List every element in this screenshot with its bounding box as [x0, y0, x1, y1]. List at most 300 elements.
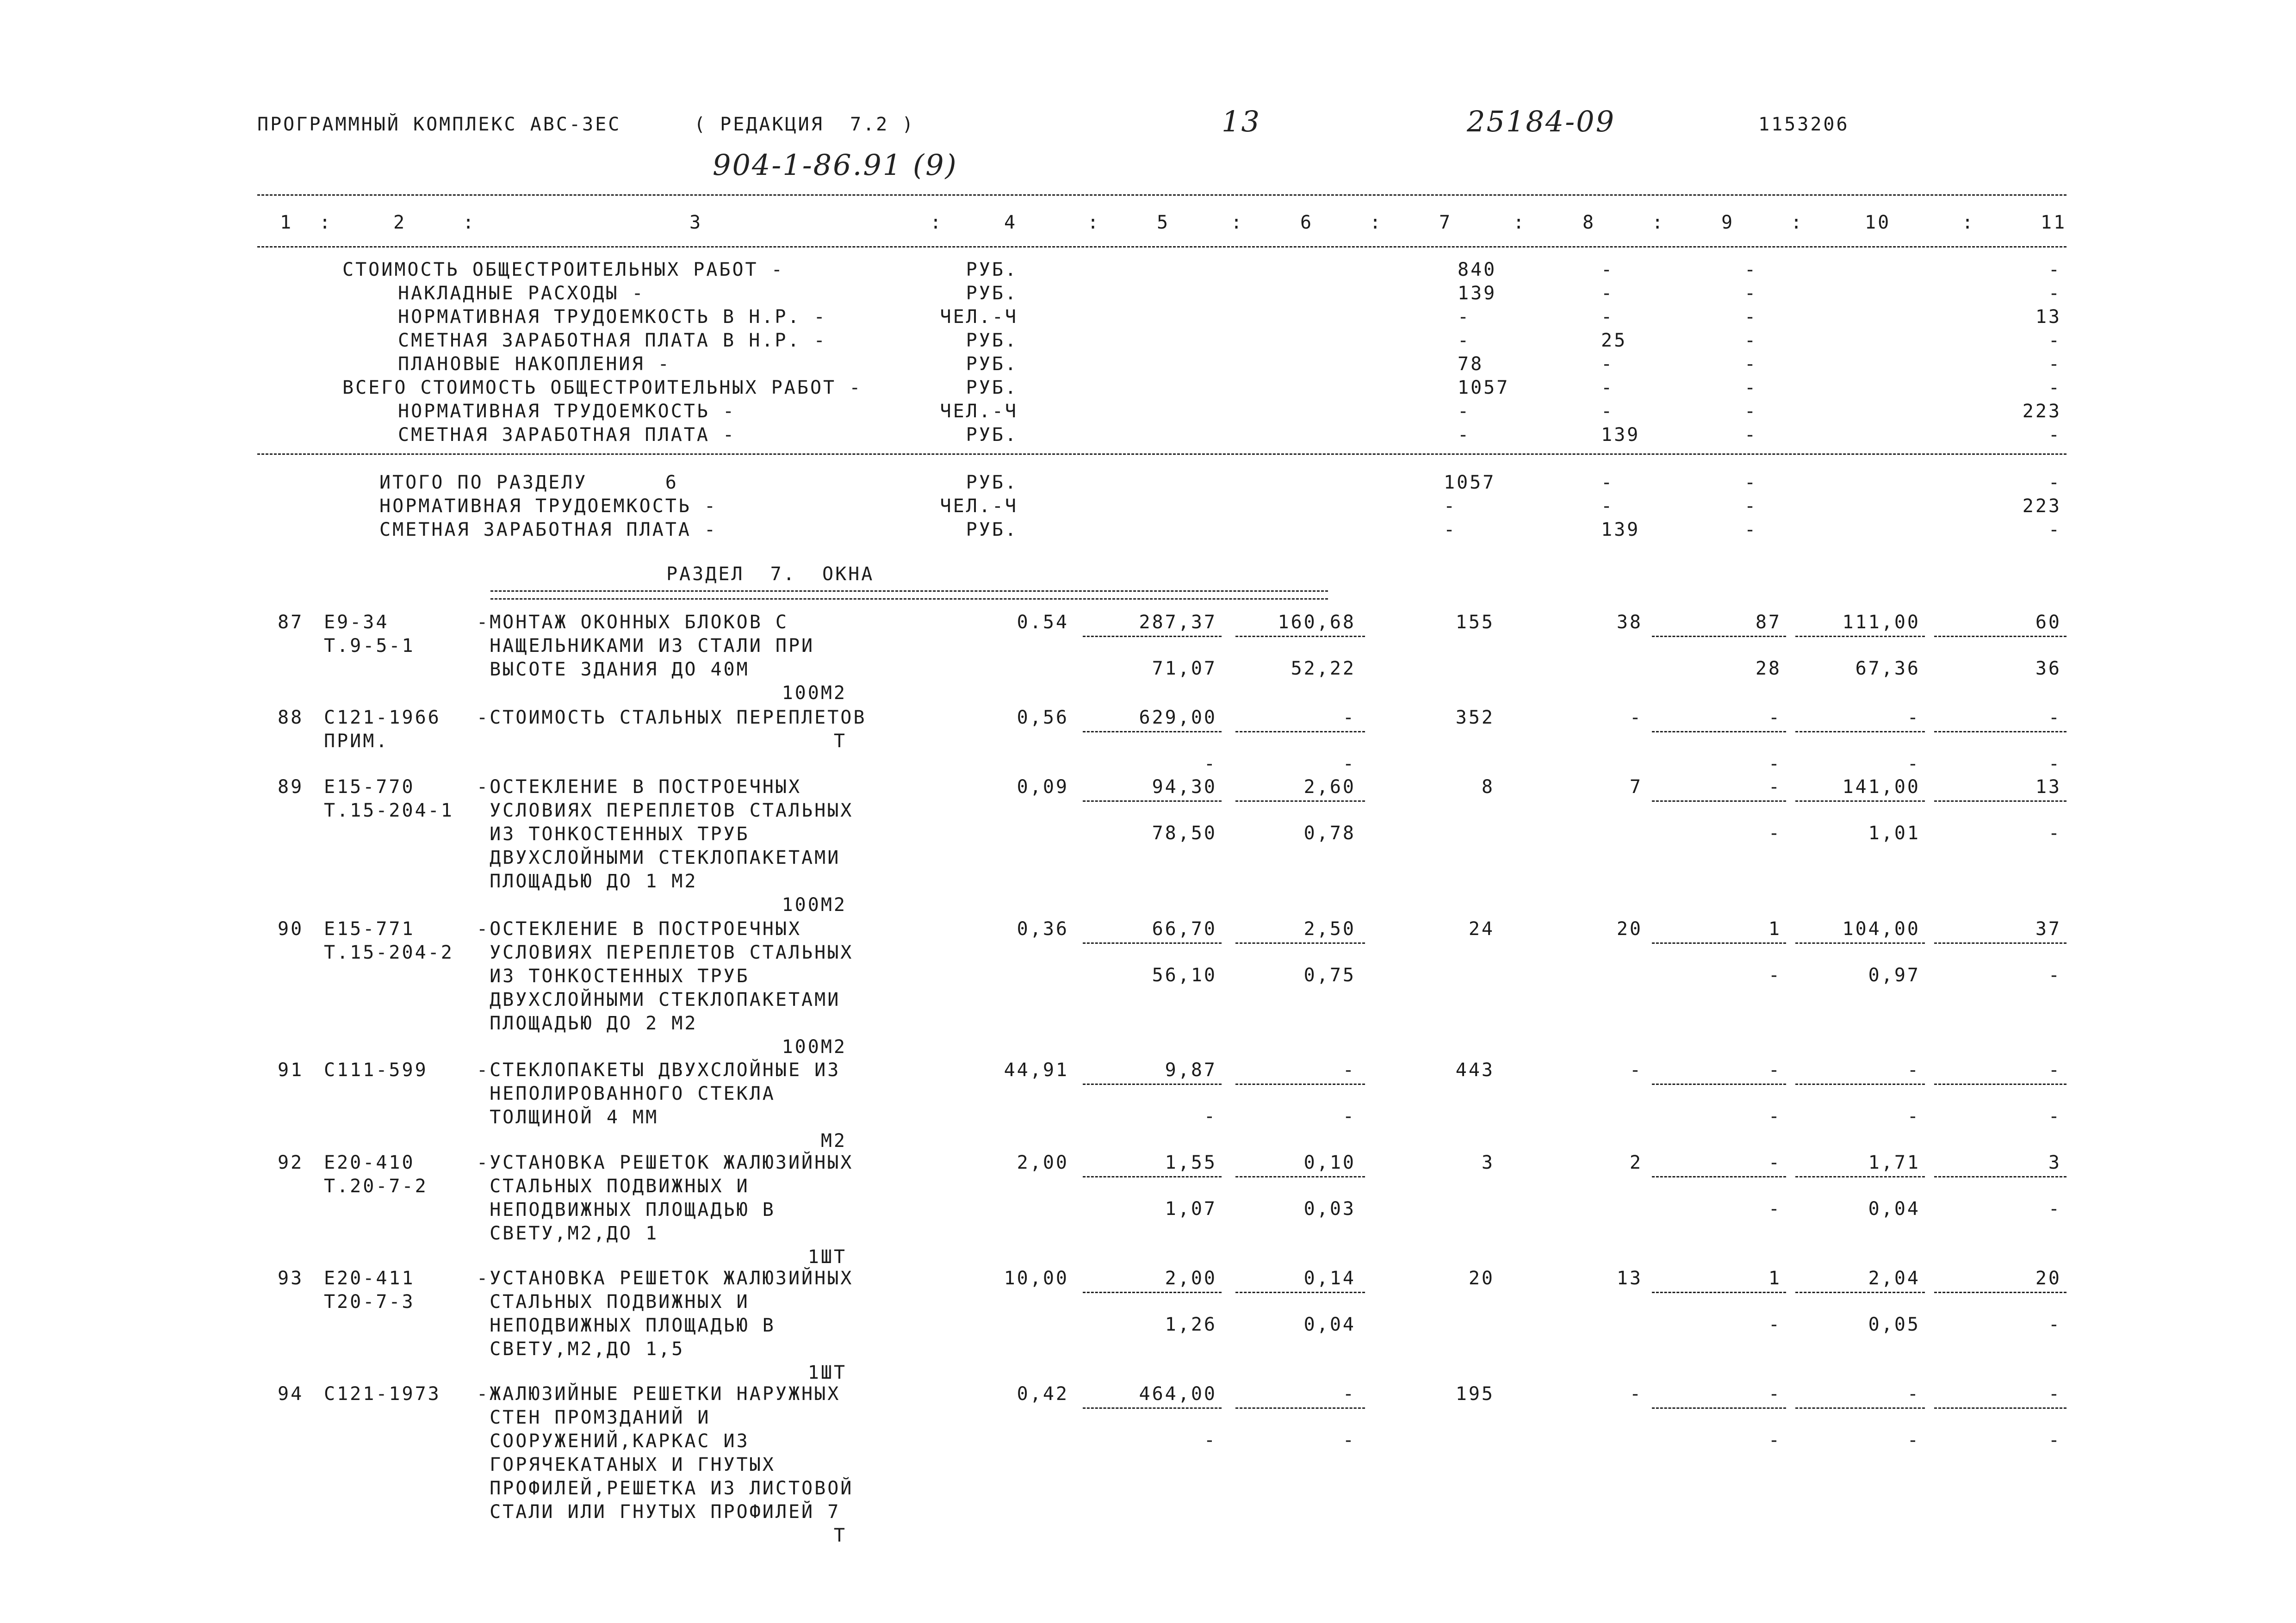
price-rule: [1083, 942, 1222, 944]
summary-unit: ЧЕЛ.-Ч: [940, 306, 1018, 328]
row-unit-price: 1,55: [1165, 1152, 1217, 1173]
totals-col8: 139: [1601, 519, 1640, 540]
row-col10: 1,71: [1868, 1152, 1920, 1173]
row-col7: 20: [1468, 1268, 1495, 1289]
row-unit: 100М2: [782, 1036, 847, 1058]
row-unit-price: 287,37: [1139, 612, 1217, 633]
summary-unit: РУБ.: [966, 283, 1018, 304]
row-col11: 20: [2035, 1268, 2061, 1289]
row-col11-lower: -: [2048, 1430, 2061, 1451]
summary-unit: РУБ.: [966, 330, 1018, 351]
row-code: Е15-771: [324, 918, 415, 940]
totals-label: НОРМАТИВНАЯ ТРУДОЕМКОСТЬ -: [379, 496, 718, 517]
price-rule: [1083, 731, 1222, 732]
summary-col11: -: [2048, 377, 2061, 398]
column-header-6: 6: [1300, 212, 1314, 233]
row-description: -УСТАНОВКА РЕШЕТОК ЖАЛЮЗИЙНЫХ: [477, 1152, 854, 1173]
summary-label: НОРМАТИВНАЯ ТРУДОЕМКОСТЬ -: [398, 401, 736, 422]
summary-col8: -: [1601, 353, 1614, 375]
column-header-4: 4: [1004, 212, 1018, 233]
section-title-underline: [490, 590, 1328, 600]
row-col9-lower: -: [1768, 1430, 1781, 1451]
summary-col11: -: [2048, 330, 2061, 351]
row-description: СООРУЖЕНИЙ,КАРКАС ИЗ: [477, 1431, 750, 1452]
summary-label: ПЛАНОВЫЕ НАКОПЛЕНИЯ -: [398, 353, 671, 375]
row-col11: -: [2048, 707, 2061, 728]
row-col9-lower: -: [1768, 823, 1781, 844]
row-quantity: 0,42: [1017, 1383, 1069, 1405]
row-col11-lower: -: [2048, 965, 2061, 986]
summary-label: ВСЕГО СТОИМОСТЬ ОБЩЕСТРОИТЕЛЬНЫХ РАБОТ -: [342, 377, 863, 398]
row-col9: -: [1768, 1152, 1781, 1173]
row-price-lower: -: [1204, 1106, 1217, 1127]
row-col11: 60: [2035, 612, 2061, 633]
row-col9: 87: [1755, 612, 1781, 633]
col-rule: [1652, 942, 1786, 944]
row-number: 87: [278, 612, 304, 633]
row-col9: -: [1768, 1383, 1781, 1405]
totals-col7: -: [1444, 519, 1457, 540]
row-col8: -: [1629, 1383, 1643, 1405]
summary-col9: -: [1744, 401, 1758, 422]
column-separator: :: [1231, 212, 1244, 233]
row-wage-lower: 0,78: [1303, 823, 1356, 844]
row-col7: 24: [1468, 918, 1495, 940]
row-col11-lower: -: [2048, 823, 2061, 844]
price-rule: [1235, 1084, 1365, 1085]
row-unit-price: 464,00: [1139, 1383, 1217, 1405]
summary-col7: 1057: [1458, 377, 1510, 398]
row-code: Е9-34: [324, 612, 389, 633]
column-header-1: 1: [280, 212, 293, 233]
project-code: 904-1-86.91 (9): [713, 148, 958, 182]
row-description: -УСТАНОВКА РЕШЕТОК ЖАЛЮЗИЙНЫХ: [477, 1268, 854, 1289]
summary-col7: 139: [1458, 283, 1497, 304]
row-description: СВЕТУ,М2,ДО 1: [477, 1223, 659, 1244]
row-code: Т.9-5-1: [324, 635, 415, 657]
summary-col11: -: [2048, 353, 2061, 375]
row-code: С121-1966: [324, 707, 441, 728]
row-unit-wage: -: [1342, 1059, 1356, 1081]
totals-col9: -: [1744, 519, 1758, 540]
row-unit: 1ШТ: [807, 1362, 847, 1383]
row-col11-lower: 36: [2035, 658, 2061, 679]
summary-col7: -: [1458, 424, 1471, 446]
summary-col7: -: [1458, 306, 1471, 328]
summary-unit: РУБ.: [966, 377, 1018, 398]
row-description: ПРОФИЛЕЙ,РЕШЕТКА ИЗ ЛИСТОВОЙ: [477, 1478, 854, 1499]
row-description: -ОСТЕКЛЕНИЕ В ПОСТРОЕЧНЫХ: [477, 918, 802, 940]
row-price-lower: 78,50: [1152, 823, 1217, 844]
totals-col7: -: [1444, 496, 1457, 517]
row-number: 91: [278, 1059, 304, 1081]
row-col10-lower: 0,05: [1868, 1314, 1920, 1335]
row-col11-lower: -: [2048, 1198, 2061, 1220]
row-unit: Т: [833, 731, 847, 752]
totals-col9: -: [1744, 496, 1758, 517]
col-rule: [1934, 942, 2066, 944]
row-unit: Т: [833, 1525, 847, 1546]
row-col7: 195: [1455, 1383, 1495, 1405]
price-rule: [1235, 942, 1365, 944]
col-rule: [1795, 1407, 1925, 1409]
col-rule: [1652, 636, 1786, 637]
price-rule: [1235, 1407, 1365, 1409]
row-description: -МОНТАЖ ОКОННЫХ БЛОКОВ С: [477, 612, 788, 633]
row-col9-lower: -: [1768, 1198, 1781, 1220]
column-header-9: 9: [1721, 212, 1735, 233]
price-rule: [1083, 1084, 1222, 1085]
row-col9: 1: [1768, 1268, 1781, 1289]
row-col9-lower: -: [1768, 753, 1781, 774]
summary-label: СТОИМОСТЬ ОБЩЕСТРОИТЕЛЬНЫХ РАБОТ -: [342, 259, 784, 280]
row-unit-wage: 160,68: [1278, 612, 1356, 633]
row-unit-wage: -: [1342, 1383, 1356, 1405]
col-rule: [1652, 1407, 1786, 1409]
summary-col9: -: [1744, 259, 1758, 280]
summary-col9: -: [1744, 353, 1758, 375]
row-description: ДВУХСЛОЙНЫМИ СТЕКЛОПАКЕТАМИ: [477, 847, 841, 868]
price-rule: [1235, 800, 1365, 802]
row-quantity: 2,00: [1017, 1152, 1069, 1173]
summary-col8: -: [1601, 306, 1614, 328]
price-rule: [1083, 1407, 1222, 1409]
row-price-lower: 1,07: [1165, 1198, 1217, 1220]
row-col10-lower: -: [1907, 1430, 1920, 1451]
summary-label: СМЕТНАЯ ЗАРАБОТНАЯ ПЛАТА В Н.Р. -: [398, 330, 827, 351]
row-description: НАЩЕЛЬНИКАМИ ИЗ СТАЛИ ПРИ: [477, 635, 815, 657]
row-price-lower: 71,07: [1152, 658, 1217, 679]
row-col11: -: [2048, 1383, 2061, 1405]
column-separator: :: [1370, 212, 1383, 233]
row-unit: 100М2: [782, 682, 847, 704]
row-col10-lower: 1,01: [1868, 823, 1920, 844]
document-code: 1153206: [1758, 114, 1849, 135]
row-unit-price: 2,00: [1165, 1268, 1217, 1289]
summary-col11: -: [2048, 283, 2061, 304]
column-separator: :: [319, 212, 333, 233]
summary-label: СМЕТНАЯ ЗАРАБОТНАЯ ПЛАТА -: [398, 424, 736, 446]
row-unit-wage: 0,10: [1303, 1152, 1356, 1173]
summary-col9: -: [1744, 377, 1758, 398]
header-bottom-rule: [257, 246, 2066, 248]
col-rule: [1934, 731, 2066, 732]
row-description: -ОСТЕКЛЕНИЕ В ПОСТРОЕЧНЫХ: [477, 776, 802, 798]
row-price-lower: 1,26: [1165, 1314, 1217, 1335]
col-rule: [1795, 1176, 1925, 1177]
row-unit-price: 94,30: [1152, 776, 1217, 798]
totals-col8: -: [1601, 472, 1614, 493]
row-number: 89: [278, 776, 304, 798]
row-col10: 111,00: [1842, 612, 1920, 633]
row-col9-lower: -: [1768, 1314, 1781, 1335]
row-description: СТЕН ПРОМЗДАНИЙ И: [477, 1407, 711, 1428]
row-col10-lower: -: [1907, 753, 1920, 774]
row-description: ГОРЯЧЕКАТАНЫХ И ГНУТЫХ: [477, 1454, 776, 1475]
row-col10-lower: 0,04: [1868, 1198, 1920, 1220]
row-col8: 38: [1616, 612, 1643, 633]
row-unit-price: 9,87: [1165, 1059, 1217, 1081]
totals-col11: -: [2048, 519, 2061, 540]
row-description: -СТЕКЛОПАКЕТЫ ДВУХСЛОЙНЫЕ ИЗ: [477, 1059, 841, 1081]
document-number: 25184-09: [1467, 105, 1616, 138]
row-number: 90: [278, 918, 304, 940]
row-col7: 443: [1455, 1059, 1495, 1081]
row-description: УСЛОВИЯХ ПЕРЕПЛЕТОВ СТАЛЬНЫХ: [477, 800, 854, 821]
row-quantity: 0,09: [1017, 776, 1069, 798]
column-separator: :: [1791, 212, 1804, 233]
row-quantity: 10,00: [1004, 1268, 1069, 1289]
row-wage-lower: 0,75: [1303, 965, 1356, 986]
column-header-8: 8: [1582, 212, 1596, 233]
row-quantity: 0.54: [1017, 612, 1069, 633]
row-description: ДВУХСЛОЙНЫМИ СТЕКЛОПАКЕТАМИ: [477, 989, 841, 1010]
summary-unit: РУБ.: [966, 424, 1018, 446]
row-wage-lower: 0,04: [1303, 1314, 1356, 1335]
row-description: УСЛОВИЯХ ПЕРЕПЛЕТОВ СТАЛЬНЫХ: [477, 942, 854, 963]
col-rule: [1934, 1407, 2066, 1409]
totals-unit: РУБ.: [966, 519, 1018, 540]
row-number: 92: [278, 1152, 304, 1173]
col-rule: [1795, 731, 1925, 732]
row-unit-wage: -: [1342, 707, 1356, 728]
program-edition: ( РЕДАКЦИЯ 7.2 ): [694, 114, 915, 135]
price-rule: [1083, 1292, 1222, 1293]
summary-label: НОРМАТИВНАЯ ТРУДОЕМКОСТЬ В Н.Р. -: [398, 306, 827, 328]
row-col9-lower: 28: [1755, 658, 1781, 679]
row-number: 94: [278, 1383, 304, 1405]
row-description: НЕПОЛИРОВАННОГО СТЕКЛА: [477, 1083, 776, 1104]
summary-col7: 840: [1458, 259, 1497, 280]
row-col10: -: [1907, 1059, 1920, 1081]
row-col10-lower: 67,36: [1855, 658, 1920, 679]
row-number: 88: [278, 707, 304, 728]
summary-col11: -: [2048, 424, 2061, 446]
row-quantity: 0,36: [1017, 918, 1069, 940]
row-description: СТАЛЬНЫХ ПОДВИЖНЫХ И: [477, 1176, 750, 1197]
row-wage-lower: 52,22: [1291, 658, 1356, 679]
col-rule: [1652, 1084, 1786, 1085]
price-rule: [1235, 1292, 1365, 1293]
summary-col9: -: [1744, 330, 1758, 351]
column-header-10: 10: [1865, 212, 1891, 233]
row-description: -ЖАЛЮЗИЙНЫЕ РЕШЕТКИ НАРУЖНЫХ: [477, 1383, 841, 1405]
summary-col9: -: [1744, 283, 1758, 304]
row-col10-lower: -: [1907, 1106, 1920, 1127]
row-col11: 13: [2035, 776, 2061, 798]
price-rule: [1083, 636, 1222, 637]
row-quantity: 0,56: [1017, 707, 1069, 728]
totals-unit: РУБ.: [966, 472, 1018, 493]
row-description: ПЛОЩАДЬЮ ДО 2 М2: [477, 1013, 698, 1034]
row-col9-lower: -: [1768, 1106, 1781, 1127]
row-unit-wage: 0,14: [1303, 1268, 1356, 1289]
col-rule: [1934, 636, 2066, 637]
column-header-5: 5: [1157, 212, 1170, 233]
column-header-3: 3: [689, 212, 703, 233]
col-rule: [1795, 1084, 1925, 1085]
summary-unit: РУБ.: [966, 259, 1018, 280]
row-col8: 20: [1616, 918, 1643, 940]
column-header-11: 11: [2041, 212, 2067, 233]
row-col10: 104,00: [1842, 918, 1920, 940]
totals-col8: -: [1601, 496, 1614, 517]
row-col10: -: [1907, 1383, 1920, 1405]
row-code: Т.20-7-2: [324, 1176, 428, 1197]
row-col10: 141,00: [1842, 776, 1920, 798]
row-wage-lower: -: [1342, 753, 1356, 774]
row-description: ПЛОЩАДЬЮ ДО 1 М2: [477, 871, 698, 892]
column-separator: :: [1652, 212, 1665, 233]
column-separator: :: [463, 212, 476, 233]
row-col8: 2: [1629, 1152, 1643, 1173]
row-description: -СТОИМОСТЬ СТАЛЬНЫХ ПЕРЕПЛЕТОВ: [477, 707, 867, 728]
summary-col7: -: [1458, 401, 1471, 422]
row-description: СТАЛИ ИЛИ ГНУТЫХ ПРОФИЛЕЙ 7: [477, 1501, 841, 1523]
page-number: 13: [1222, 105, 1261, 138]
column-separator: :: [1962, 212, 1975, 233]
row-unit-wage: 2,60: [1303, 776, 1356, 798]
summary-unit: ЧЕЛ.-Ч: [940, 401, 1018, 422]
row-col8: 7: [1629, 776, 1643, 798]
summary-col11: 223: [2022, 401, 2061, 422]
section-title: РАЗДЕЛ 7. ОКНА: [666, 564, 875, 585]
summary-col9: -: [1744, 424, 1758, 446]
row-col9-lower: -: [1768, 965, 1781, 986]
price-rule: [1083, 800, 1222, 802]
row-col11-lower: -: [2048, 1314, 2061, 1335]
col-rule: [1934, 800, 2066, 802]
row-quantity: 44,91: [1004, 1059, 1069, 1081]
col-rule: [1934, 1292, 2066, 1293]
summary-col7: -: [1458, 330, 1471, 351]
row-price-lower: -: [1204, 753, 1217, 774]
price-rule: [1235, 731, 1365, 732]
row-code: С121-1973: [324, 1383, 441, 1405]
row-wage-lower: -: [1342, 1430, 1356, 1451]
row-description: НЕПОДВИЖНЫХ ПЛОЩАДЬЮ В: [477, 1199, 776, 1220]
price-rule: [1083, 1176, 1222, 1177]
col-rule: [1795, 636, 1925, 637]
col-rule: [1652, 731, 1786, 732]
summary-col8: 25: [1601, 330, 1627, 351]
column-separator: :: [1087, 212, 1101, 233]
column-header-7: 7: [1439, 212, 1452, 233]
row-col7: 8: [1481, 776, 1495, 798]
row-unit: М2: [820, 1130, 847, 1152]
col-rule: [1934, 1176, 2066, 1177]
row-description: СТАЛЬНЫХ ПОДВИЖНЫХ И: [477, 1291, 750, 1313]
summary-col11: 13: [2035, 306, 2061, 328]
summary-col8: -: [1601, 283, 1614, 304]
row-col11-lower: -: [2048, 1106, 2061, 1127]
row-col10: 2,04: [1868, 1268, 1920, 1289]
row-unit: 100М2: [782, 894, 847, 916]
totals-unit: ЧЕЛ.-Ч: [940, 496, 1018, 517]
col-rule: [1795, 800, 1925, 802]
totals-col11: 223: [2022, 496, 2061, 517]
totals-label: СМЕТНАЯ ЗАРАБОТНАЯ ПЛАТА -: [379, 519, 718, 540]
summary-col11: -: [2048, 259, 2061, 280]
row-unit-wage: 2,50: [1303, 918, 1356, 940]
row-description: ИЗ ТОНКОСТЕННЫХ ТРУБ: [477, 966, 750, 987]
row-code: С111-599: [324, 1059, 428, 1081]
totals-col7: 1057: [1444, 472, 1496, 493]
row-col11: 37: [2035, 918, 2061, 940]
col-rule: [1652, 1292, 1786, 1293]
row-wage-lower: -: [1342, 1106, 1356, 1127]
price-rule: [1235, 636, 1365, 637]
row-col9: 1: [1768, 918, 1781, 940]
price-rule: [1235, 1176, 1365, 1177]
row-description: ВЫСОТЕ ЗДАНИЯ ДО 40М: [477, 659, 750, 680]
row-unit: 1ШТ: [807, 1246, 847, 1268]
row-col8: 13: [1616, 1268, 1643, 1289]
totals-col11: -: [2048, 472, 2061, 493]
totals-col9: -: [1744, 472, 1758, 493]
row-col11-lower: -: [2048, 753, 2061, 774]
column-header-2: 2: [393, 212, 407, 233]
col-rule: [1934, 1084, 2066, 1085]
row-unit-price: 629,00: [1139, 707, 1217, 728]
totals-label: ИТОГО ПО РАЗДЕЛУ 6: [379, 472, 678, 493]
row-col7: 3: [1481, 1152, 1495, 1173]
row-wage-lower: 0,03: [1303, 1198, 1356, 1220]
summary-col8: -: [1601, 377, 1614, 398]
col-rule: [1652, 1176, 1786, 1177]
row-code: ПРИМ.: [324, 731, 389, 752]
row-number: 93: [278, 1268, 304, 1289]
row-description: НЕПОДВИЖНЫХ ПЛОЩАДЬЮ В: [477, 1315, 776, 1336]
row-col7: 352: [1455, 707, 1495, 728]
row-col7: 155: [1455, 612, 1495, 633]
row-col9: -: [1768, 1059, 1781, 1081]
col-rule: [1795, 942, 1925, 944]
row-description: ИЗ ТОНКОСТЕННЫХ ТРУБ: [477, 824, 750, 845]
row-col8: -: [1629, 1059, 1643, 1081]
summary-col7: 78: [1458, 353, 1484, 375]
row-code: Т.15-204-1: [324, 800, 454, 821]
summary-rule: [257, 453, 2066, 455]
column-separator: :: [930, 212, 943, 233]
row-code: Е20-410: [324, 1152, 415, 1173]
row-col9: -: [1768, 776, 1781, 798]
row-code: Е20-411: [324, 1268, 415, 1289]
col-rule: [1795, 1292, 1925, 1293]
summary-label: НАКЛАДНЫЕ РАСХОДЫ -: [398, 283, 645, 304]
row-code: Т20-7-3: [324, 1291, 415, 1313]
row-col10: -: [1907, 707, 1920, 728]
row-unit-price: 66,70: [1152, 918, 1217, 940]
summary-col8: -: [1601, 401, 1614, 422]
summary-unit: РУБ.: [966, 353, 1018, 375]
column-separator: :: [1513, 212, 1527, 233]
row-code: Т.15-204-2: [324, 942, 454, 963]
row-description: ТОЛЩИНОЙ 4 ММ: [477, 1107, 659, 1128]
summary-col9: -: [1744, 306, 1758, 328]
table-top-rule: [257, 194, 2066, 196]
row-price-lower: -: [1204, 1430, 1217, 1451]
program-name: ПРОГРАММНЫЙ КОМПЛЕКС АВС-3ЕС: [257, 114, 621, 135]
row-price-lower: 56,10: [1152, 965, 1217, 986]
row-col9: -: [1768, 707, 1781, 728]
summary-col8: 139: [1601, 424, 1640, 446]
row-col8: -: [1629, 707, 1643, 728]
summary-col8: -: [1601, 259, 1614, 280]
row-col10-lower: 0,97: [1868, 965, 1920, 986]
row-col11: -: [2048, 1059, 2061, 1081]
row-description: СВЕТУ,М2,ДО 1,5: [477, 1338, 685, 1360]
